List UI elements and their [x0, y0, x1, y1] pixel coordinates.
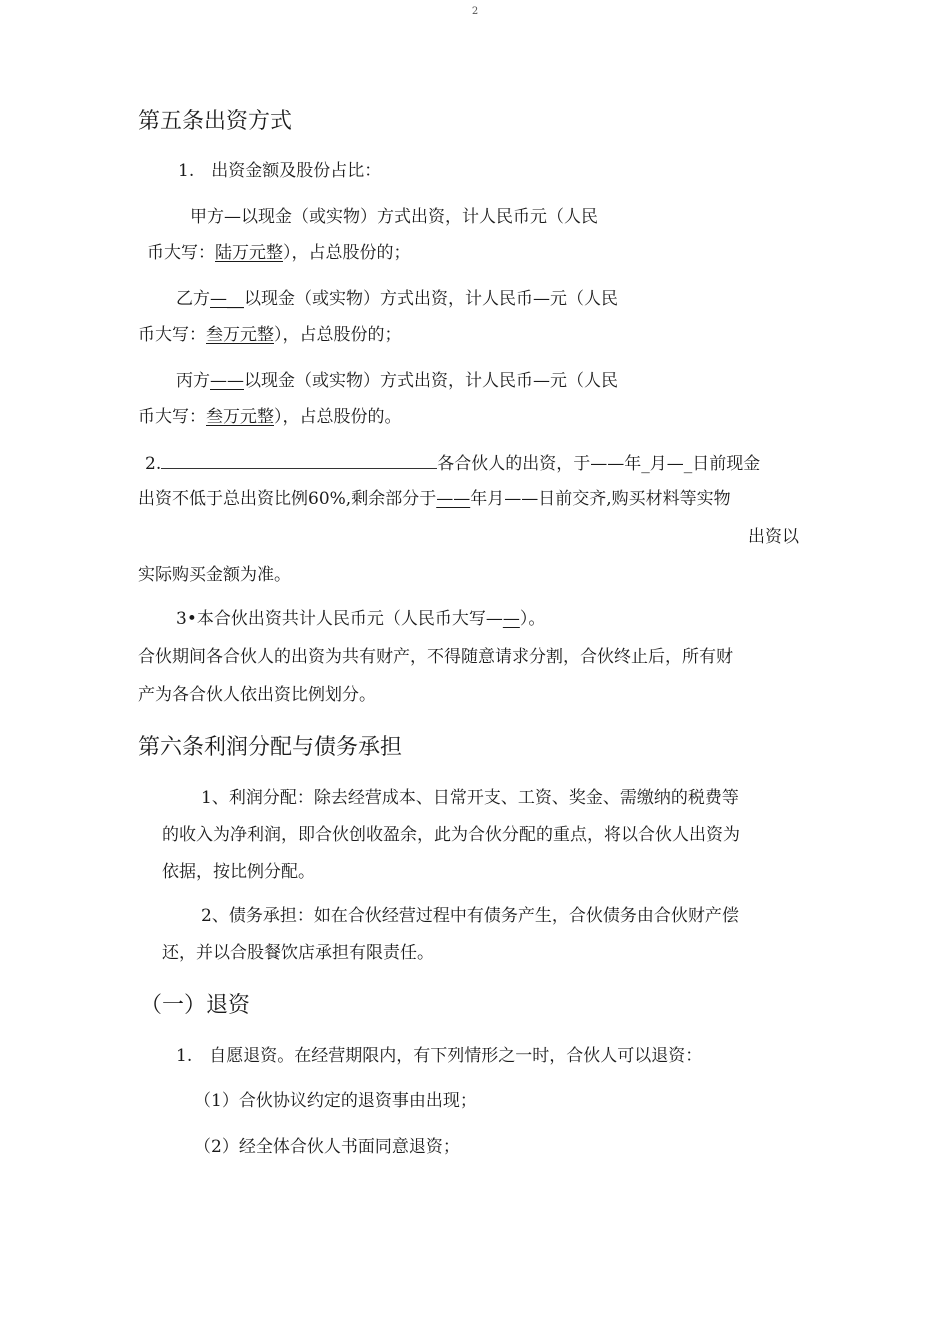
article5-para-line2: 产为各合伙人依出资比例划分。	[138, 685, 376, 705]
item2-blank	[161, 452, 437, 469]
partyC-line2-post: ），占总股份的。	[274, 407, 402, 427]
partyB-line1-post: 以现金（或实物）方式出资，计人民币—元（人民	[244, 289, 618, 309]
partyC-line1-pre: 丙方	[176, 371, 210, 391]
partyC-blank: ——	[210, 371, 244, 391]
withdrawal-item1: 1. 自愿退资。在经营期限内，有下列情形之一时，合伙人可以退资：	[176, 1046, 703, 1066]
partyB-line2	[138, 324, 402, 346]
partyA-line2-post: ），占总股份的；	[283, 243, 411, 263]
item2-line2-pre: 出资不低于总出资比例60%,剩余部分于	[138, 489, 437, 509]
partyB-line2-pre: 币大写：	[138, 325, 206, 345]
debt-line1: 2、债务承担：如在合伙经营过程中有债务产生，合伙债务由合伙财产偿	[201, 906, 739, 926]
item2-line3: 出资以	[748, 527, 799, 547]
debt-line2: 还，并以合股餐饮店承担有限责任。	[162, 943, 434, 963]
item3-blank: —	[502, 609, 520, 629]
partyA-line2-pre: 币大写：	[147, 243, 215, 263]
item2-line4: 实际购买金额为准。	[138, 565, 291, 585]
article6-heading: 第六条利润分配与债务承担	[138, 735, 403, 760]
partyC-line1	[176, 370, 618, 392]
item2-line2	[138, 488, 731, 510]
partyC-amount: 叁万元整	[206, 407, 274, 427]
partyB-blank: —__	[210, 289, 244, 309]
page-number: 2	[471, 6, 479, 17]
item2-line2-blank: ——	[436, 489, 471, 509]
withdrawal-heading: （一）退资	[140, 993, 251, 1018]
partyB-line1-pre: 乙方	[176, 289, 210, 309]
withdrawal-sub1: （1）合伙协议约定的退资事由出现；	[194, 1091, 477, 1111]
partyA-amount: 陆万元整	[215, 243, 283, 263]
item2-num: 2.	[145, 454, 162, 474]
partyB-line1	[176, 288, 618, 310]
partyA-line1: 甲方—以现金（或实物）方式出资，计人民币元（人民	[190, 207, 598, 227]
profit-line1: 1、利润分配：除去经营成本、日常开支、工资、奖金、需缴纳的税费等	[201, 788, 739, 808]
profit-line2: 的收入为净利润，即合伙创收盈余，此为合伙分配的重点，将以合伙人出资为	[162, 825, 740, 845]
partyB-amount: 叁万元整	[206, 325, 274, 345]
item3-post: ）。	[519, 609, 546, 629]
partyC-line1-post: 以现金（或实物）方式出资，计人民币—元（人民	[244, 371, 618, 391]
profit-line3: 依据，按比例分配。	[162, 862, 315, 882]
partyB-line2-post: ），占总股份的；	[274, 325, 402, 345]
article5-heading: 第五条出资方式	[138, 109, 293, 134]
item2-line1	[145, 452, 760, 475]
partyC-line2	[138, 406, 402, 428]
item2-line1-post: 各合伙人的出资，于——年_月—_日前现金	[437, 454, 761, 474]
item3-pre: 3•本合伙出资共计人民币元（人民币大写—	[176, 609, 503, 629]
article5-para-line1: 合伙期间各合伙人的出资为共有财产，不得随意请求分割，合伙终止后，所有财	[138, 647, 733, 667]
item3-line	[176, 608, 545, 630]
item1-title: 1. 出资金额及股份占比：	[178, 161, 382, 181]
partyA-line2	[147, 242, 411, 264]
withdrawal-sub2: （2）经全体合伙人书面同意退资；	[194, 1137, 460, 1157]
item2-line2-post: 年月——日前交齐,购买材料等实物	[470, 489, 731, 509]
partyC-line2-pre: 币大写：	[138, 407, 206, 427]
